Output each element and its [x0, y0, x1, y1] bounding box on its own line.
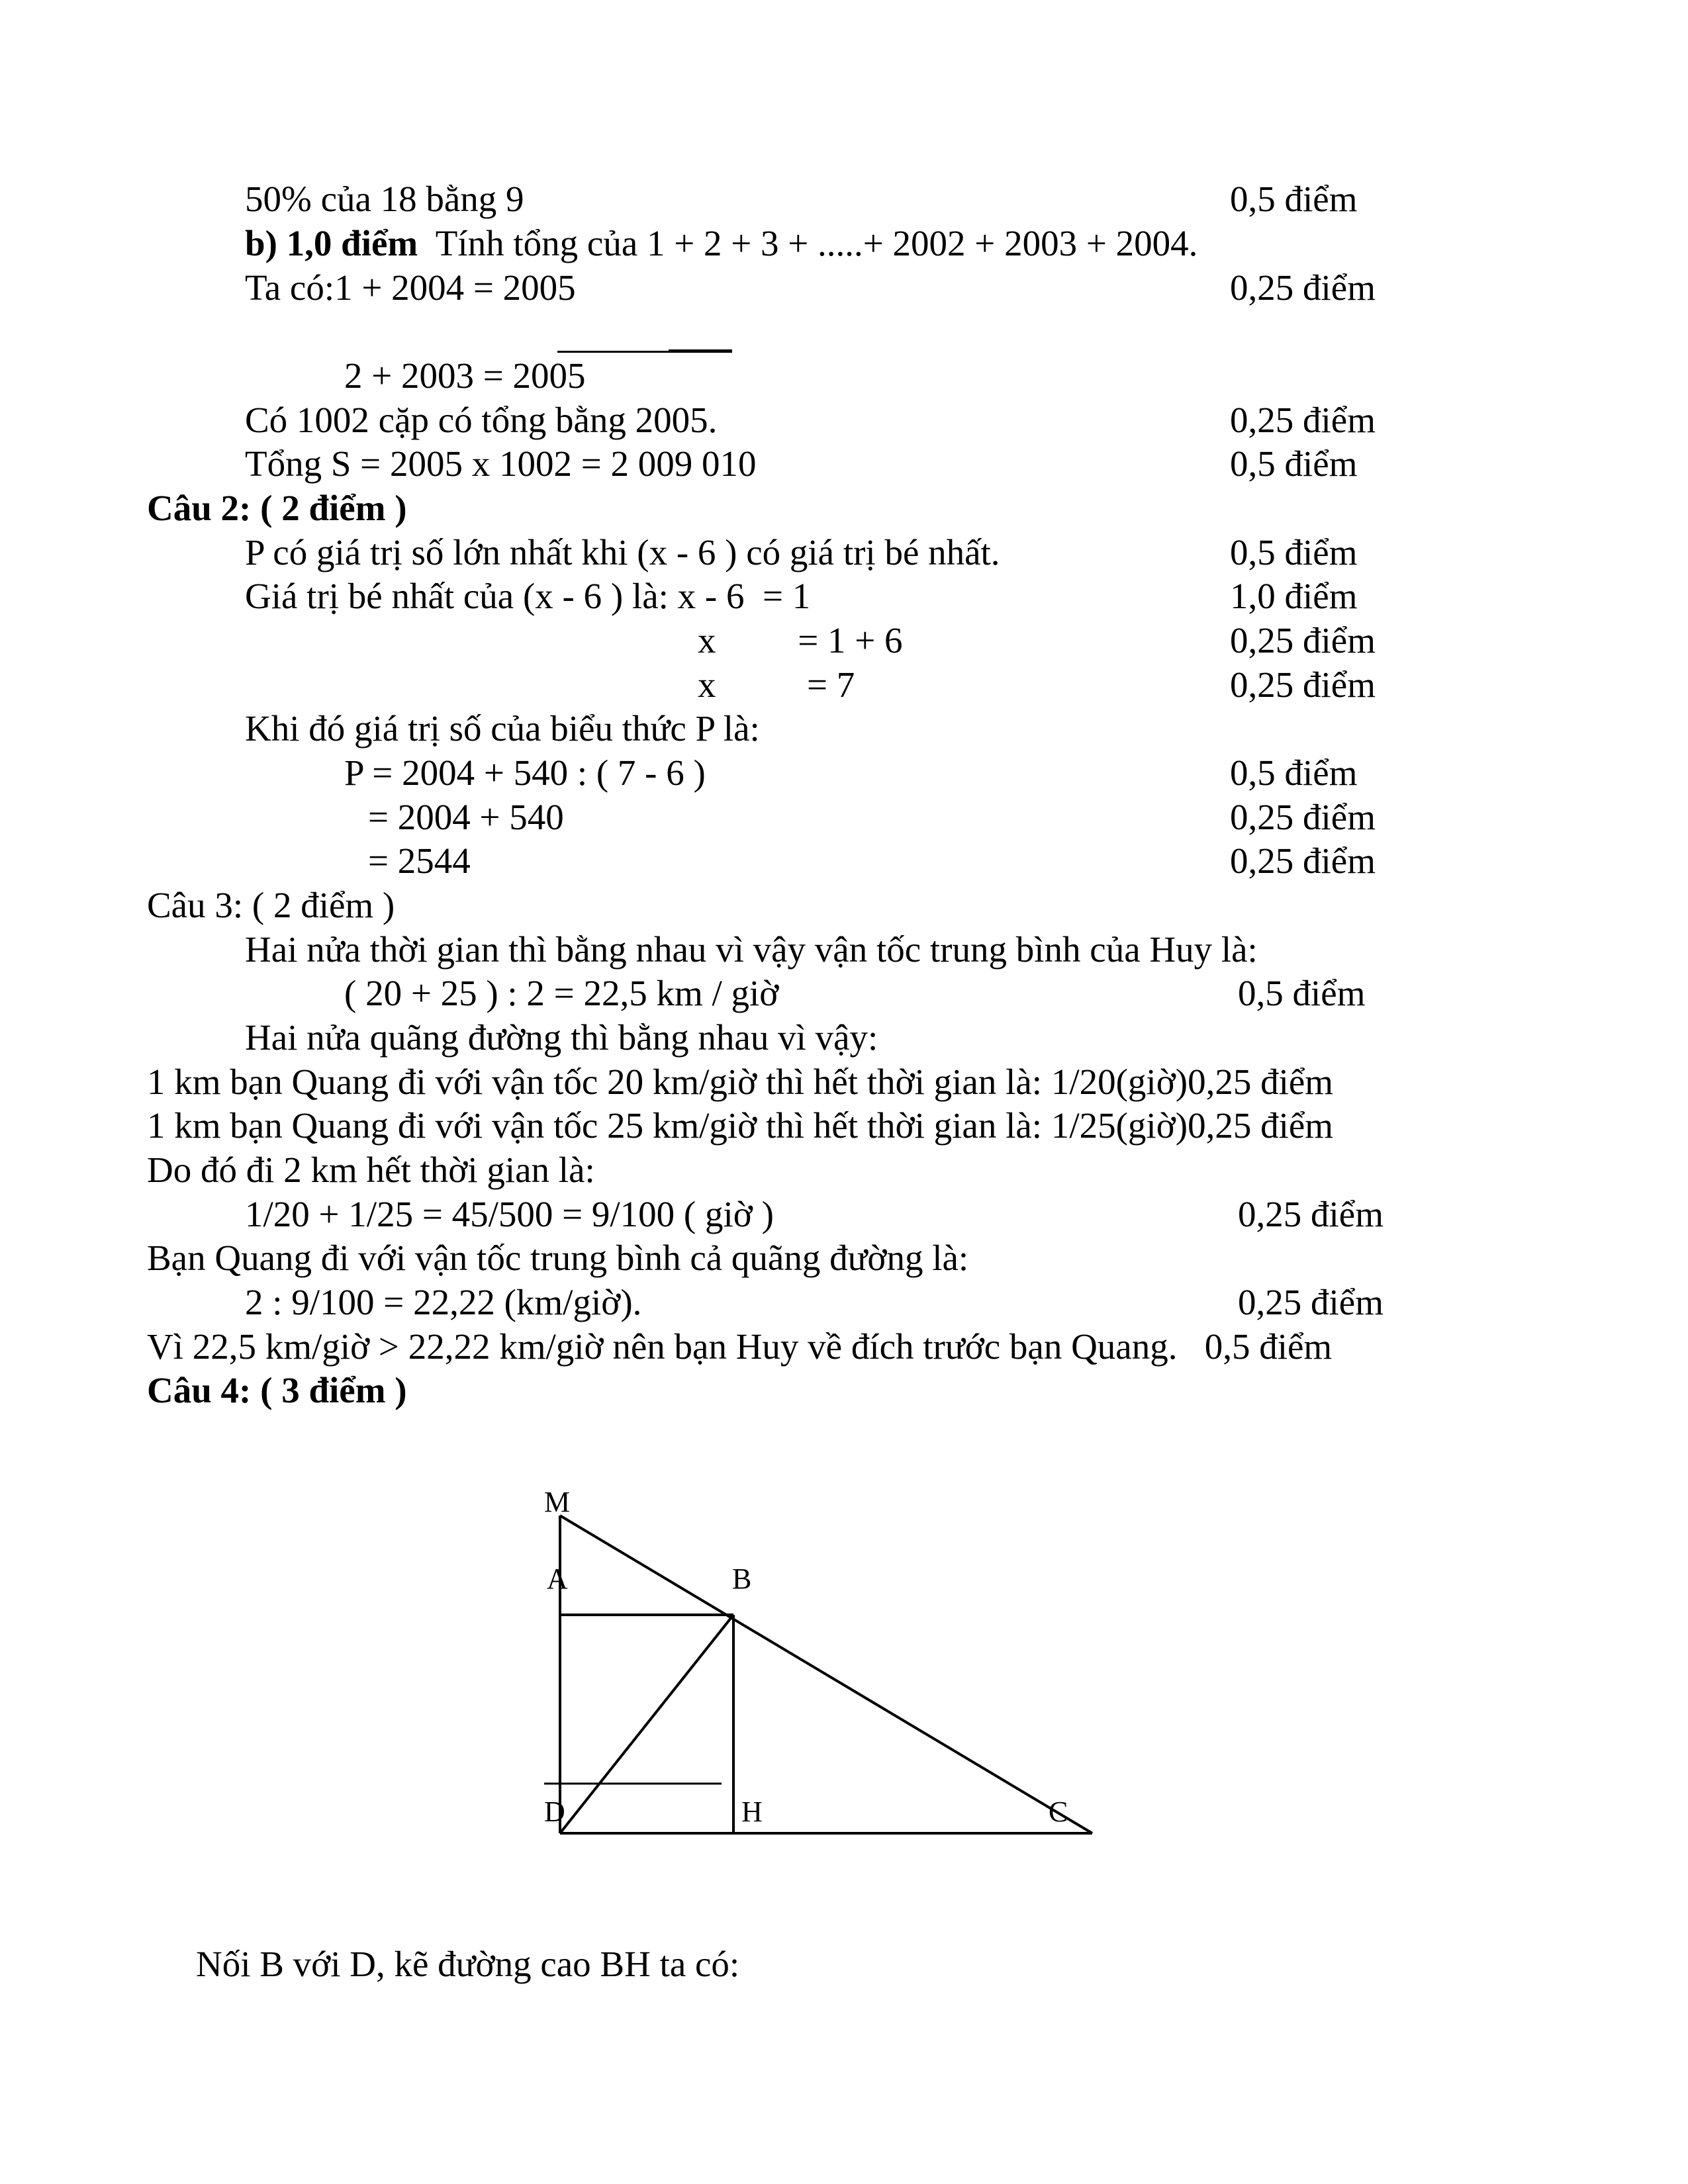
- score-label: 0,25 điểm: [1230, 620, 1376, 660]
- answer-line: Nối B với D, kẽ đường cao BH ta có:: [196, 1944, 740, 1984]
- answer-line: P = 2004 + 540 : ( 7 - 6 ): [344, 752, 706, 793]
- score-label: 1,0 điểm: [1230, 576, 1358, 616]
- geometry-figure: [516, 1482, 1152, 1860]
- underline-mark: [669, 349, 732, 353]
- answer-line: 1 km bạn Quang đi với vận tốc 20 km/giờ thì hết thời gian là: 1/20(giờ)0,25 điểm: [147, 1062, 1334, 1102]
- question-3-heading: Câu 3: ( 2 điểm ): [147, 885, 395, 925]
- label-d: D: [544, 1796, 565, 1828]
- answer-line: Giá trị bé nhất của (x - 6 ) là: x - 6 = 1: [245, 576, 811, 616]
- answer-line: Vì 22,5 km/giờ > 22,22 km/giờ nên bạn Huy về đích trước bạn Quang. 0,5 điểm: [147, 1326, 1333, 1367]
- answer-line: Tổng S = 2005 x 1002 = 2 009 010: [245, 443, 757, 484]
- question-2-heading: Câu 2: ( 2 điểm ): [147, 488, 407, 528]
- question-b-heading: b) 1,0 điểm: [245, 223, 418, 263]
- answer-line: Ta có:1 + 2004 = 2005: [245, 267, 576, 308]
- label-h: H: [741, 1796, 763, 1828]
- score-label: 0,25 điểm: [1230, 797, 1376, 837]
- score-label: 0,25 điểm: [1230, 664, 1376, 705]
- answer-line: Khi đó giá trị số của biểu thức P là:: [245, 708, 760, 749]
- segment-mc: [560, 1516, 1092, 1833]
- answer-line: P có giá trị số lớn nhất khi (x - 6 ) có giá trị bé nhất.: [245, 532, 1000, 572]
- score-label: 0,5 điểm: [1230, 752, 1358, 793]
- score-label: 0,25 điểm: [1230, 400, 1376, 440]
- answer-line: Bạn Quang đi với vận tốc trung bình cả quãng đường là:: [147, 1238, 969, 1278]
- score-label: 0,5 điểm: [1230, 179, 1358, 219]
- score-label: 0,25 điểm: [1230, 267, 1376, 308]
- answer-line: 1 km bạn Quang đi với vận tốc 25 km/giờ thì hết thời gian là: 1/25(giờ)0,25 điểm: [147, 1105, 1334, 1146]
- question-b-line: [245, 222, 1197, 265]
- score-label: 0,25 điểm: [1238, 1194, 1383, 1234]
- answer-line: 2 + 2003 = 2005: [344, 355, 586, 396]
- segment-bd: [560, 1615, 733, 1833]
- answer-line: 2 : 9/100 = 22,22 (km/giờ).: [245, 1282, 642, 1322]
- answer-line: Hai nửa quãng đường thì bằng nhau vì vậy:: [245, 1017, 878, 1058]
- score-label: 0,5 điểm: [1238, 973, 1366, 1013]
- answer-line: 50% của 18 bằng 9: [245, 179, 524, 219]
- answer-line: Hai nửa thời gian thì bằng nhau vì vậy vận tốc trung bình của Huy là:: [245, 929, 1258, 970]
- score-label: 0,25 điểm: [1238, 1282, 1383, 1322]
- score-label: 0,5 điểm: [1230, 443, 1358, 484]
- answer-line: Có 1002 cặp có tổng bằng 2005.: [245, 400, 718, 440]
- label-a: A: [547, 1563, 568, 1595]
- question-b-text: Tính tổng của 1 + 2 + 3 + .....+ 2002 + 2003 + 2004.: [418, 223, 1198, 263]
- answer-line: Do đó đi 2 km hết thời gian là:: [147, 1150, 595, 1190]
- answer-line: ( 20 + 25 ) : 2 = 22,5 km / giờ: [344, 973, 779, 1013]
- answer-line: x = 7: [698, 664, 855, 705]
- answer-line: = 2544: [368, 841, 471, 881]
- answer-line: = 2004 + 540: [368, 797, 564, 837]
- score-label: 0,5 điểm: [1230, 532, 1358, 572]
- underline-mark: [557, 351, 669, 353]
- question-4-heading: Câu 4: ( 3 điểm ): [147, 1370, 407, 1410]
- label-c: C: [1049, 1796, 1068, 1828]
- label-m: M: [544, 1486, 571, 1518]
- answer-line: x = 1 + 6: [698, 620, 903, 660]
- answer-line: 1/20 + 1/25 = 45/500 = 9/100 ( giờ ): [245, 1194, 774, 1234]
- score-label: 0,25 điểm: [1230, 841, 1376, 881]
- label-b: B: [732, 1563, 752, 1595]
